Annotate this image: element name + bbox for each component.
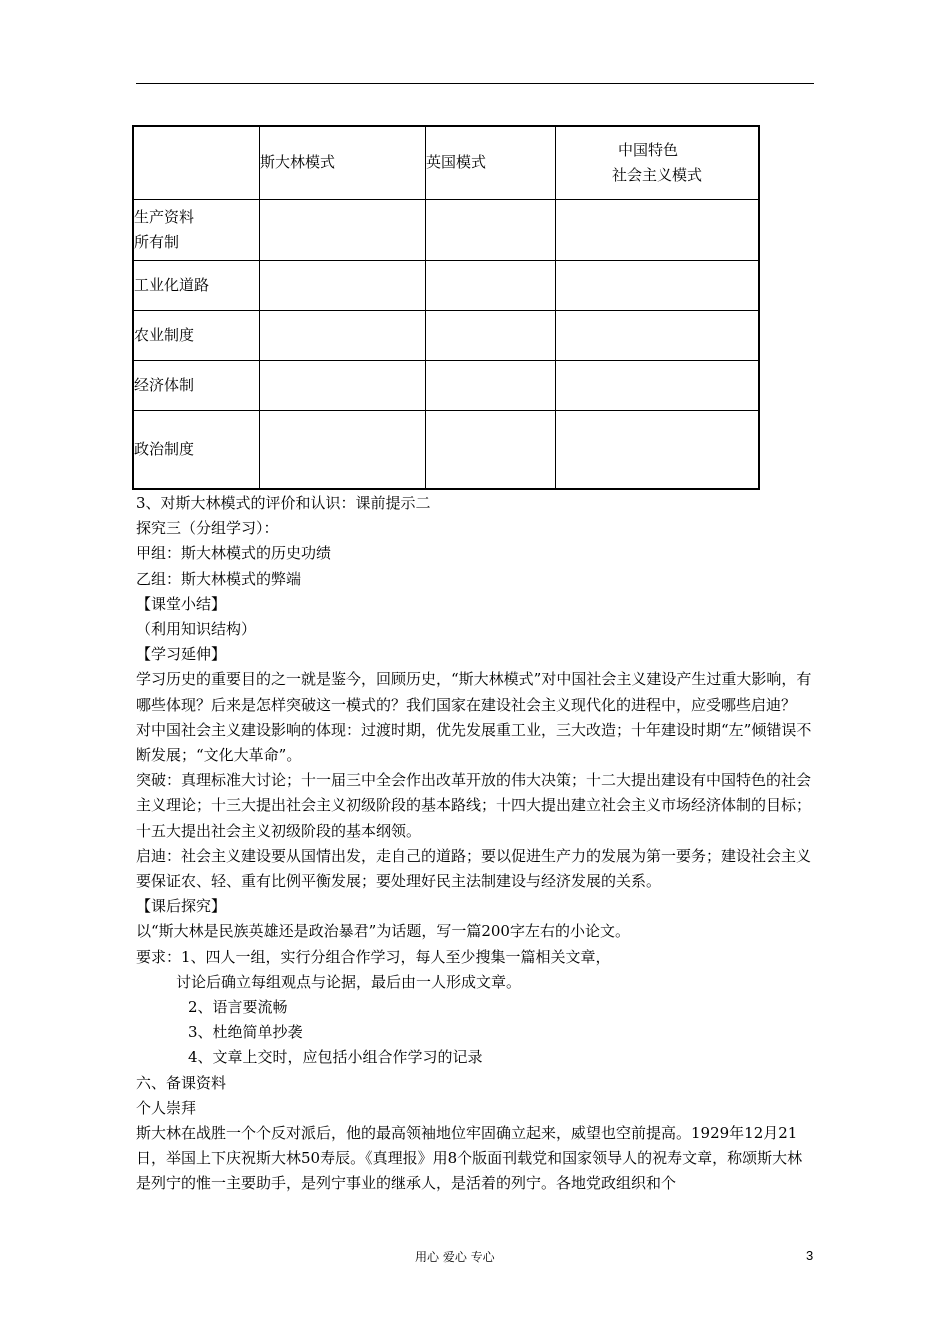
table-cell — [260, 310, 426, 360]
requirement-4: 4、文章上交时，应包括小组合作学习的记录 — [188, 1048, 483, 1067]
paragraph-personality-cult: 斯大林在战胜一个个反对派后，他的最高领袖地位牢固确立起来，威望也空前提高。1929年12月21日，举国上下庆祝斯大林50寿辰。《真理报》用8个版面刊载党和国家领导人的祝寿文章，称颂斯大林是列宁的惟一主要助手，是列宁事业的继承人，是活着的列宁。各地党政组织和个 — [136, 1124, 803, 1193]
table-cell — [556, 360, 760, 410]
table-cell — [426, 310, 556, 360]
table-cell — [556, 410, 760, 489]
table-cell — [260, 410, 426, 489]
requirement-2: 2、语言要流畅 — [188, 998, 288, 1017]
paragraph-inspiration: 启迪：社会主义建设要从国情出发，走自己的道路；要以促进生产力的发展为第一要务；建设社会主义要保证农、轻、重有比例平衡发展；要处理好民主法制建设与经济发展的关系。 — [136, 846, 812, 891]
requirement-1: 要求：1、四人一组，实行分组合作学习，每人至少搜集一篇相关文章， — [136, 947, 611, 966]
row-label-industrialization: 工业化道路 — [133, 260, 260, 310]
table-header-row — [133, 126, 759, 199]
paragraph-summary-note: （利用知识结构） — [136, 620, 257, 639]
table-cell — [556, 260, 760, 310]
table-row — [133, 199, 759, 260]
header-uk-model: 英国模式 — [426, 126, 556, 199]
header-stalin-model: 斯大林模式 — [260, 126, 426, 199]
requirement-3: 3、杜绝简单抄袭 — [188, 1023, 303, 1042]
paragraph-group-a: 甲组：斯大林模式的历史功绩 — [136, 544, 332, 563]
subheading-personality-cult: 个人崇拜 — [136, 1098, 197, 1117]
page-number: 3 — [806, 1248, 814, 1263]
table-row — [133, 310, 759, 360]
table-cell — [426, 199, 556, 260]
body-text — [136, 491, 816, 1197]
section-heading-after-class: 【课后探究】 — [136, 897, 227, 916]
paragraph-group-b: 乙组：斯大林模式的弊端 — [136, 569, 302, 588]
paragraph-essay-topic: 以“斯大林是民族英雄还是政治暴君”为话题，写一篇200字左右的小论文。 — [136, 922, 630, 941]
table-cell — [426, 410, 556, 489]
row-label-ownership-line2: 所有制 — [134, 232, 180, 251]
row-label-agriculture: 农业制度 — [133, 310, 260, 360]
row-label-politics: 政治制度 — [133, 410, 260, 489]
paragraph-extension-question: 学习历史的重要目的之一就是鉴今，回顾历史，“斯大林模式”对中国社会主义建设产生过重大影响，有哪些体现？后来是怎样突破这一模式的？我们国家在建设社会主义现代化的进程中，应受哪些启迪？ — [136, 670, 812, 714]
paragraph-evaluation: 3、对斯大林模式的评价和认识：课前提示二 — [136, 494, 431, 512]
table-cell — [426, 260, 556, 310]
table-cell — [260, 199, 426, 260]
row-label-economy: 经济体制 — [133, 360, 260, 410]
row-label-ownership — [133, 199, 260, 260]
header-empty-cell — [133, 126, 260, 199]
table-cell — [260, 360, 426, 410]
paragraph-breakthrough: 突破：真理标准大讨论；十一届三中全会作出改革开放的伟大决策；十二大提出建设有中国特色的社会主义理论；十三大提出社会主义初级阶段的基本路线；十四大提出建立社会主义市场经济体制的目标；十五大提出社会主义初级阶段的基本纲领。 — [136, 771, 812, 840]
table-cell — [556, 310, 760, 360]
header-china-line1: 中国特色 — [617, 140, 678, 159]
header-china-line2: 社会主义模式 — [611, 165, 702, 184]
table-row — [133, 410, 759, 489]
table-cell — [260, 260, 426, 310]
table-row — [133, 360, 759, 410]
paragraph-influence: 对中国社会主义建设影响的体现：过渡时期，优先发展重工业，三大改造；十年建设时期“左”倾错误不断发展；“文化大革命”。 — [136, 720, 812, 765]
footer-motto: 用心 爱心 专心 — [415, 1250, 495, 1264]
table-row — [133, 260, 759, 310]
section-heading-materials: 六、备课资料 — [136, 1073, 227, 1092]
requirement-1-continued: 讨论后确立每组观点与论据，最后由一人形成文章。 — [176, 972, 522, 991]
paragraph-explore-three: 探究三（分组学习）： — [136, 519, 279, 538]
section-heading-summary: 【课堂小结】 — [136, 594, 227, 613]
table-cell — [426, 360, 556, 410]
header-china-model — [556, 126, 760, 199]
row-label-ownership-line1: 生产资料 — [134, 207, 195, 226]
section-heading-extension: 【学习延伸】 — [136, 645, 227, 664]
comparison-table — [132, 125, 760, 490]
header-rule — [136, 83, 814, 84]
table-cell — [556, 199, 760, 260]
